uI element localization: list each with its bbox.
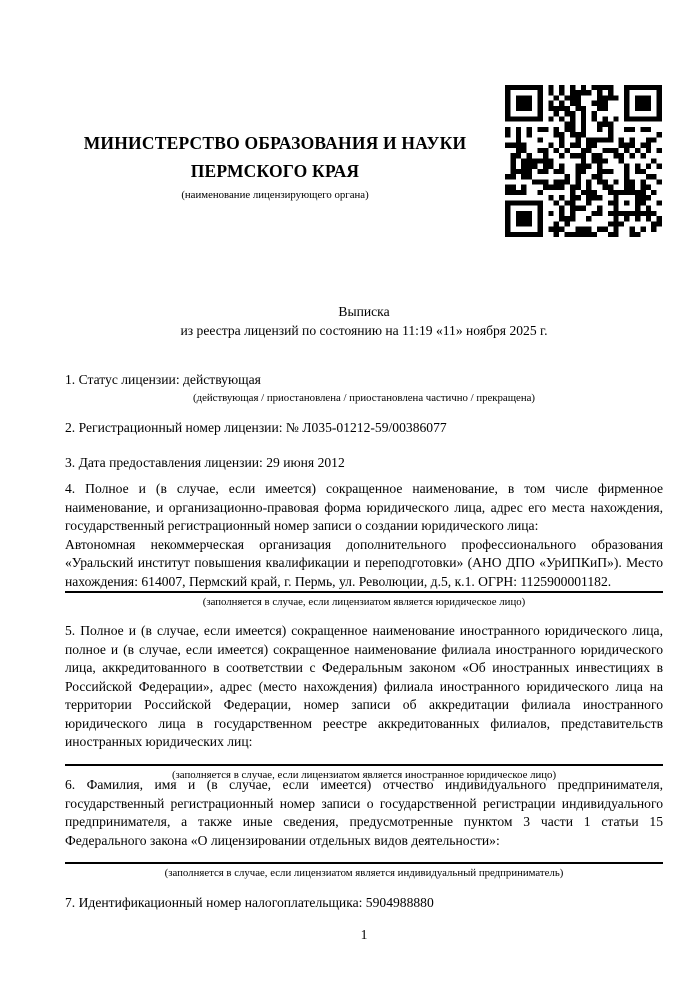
ministry-caption: (наименование лицензирующего органа) [181, 189, 369, 201]
individual-entrepreneur-fill-line [65, 862, 663, 864]
document-title-line2: из реестра лицензий по состоянию на 11:19 «11» ноября 2025 г. [180, 323, 548, 338]
item-foreign-entity [65, 622, 663, 783]
ministry-name-line1: МИНИСТЕРСТВО ОБРАЗОВАНИЯ И НАУКИ [83, 133, 467, 153]
license-status-text: 1. Статус лицензии: действующая [65, 372, 261, 387]
individual-entrepreneur-caption: (заполняется в случае, если лицензиатом является индивидуальный предприниматель) [164, 867, 564, 879]
foreign-entity-caption: (заполняется в случае, если лицензиатом является иностранное юридическое лицо) [171, 768, 557, 781]
registration-number-text: 2. Регистрационный номер лицензии: № Л035-01212-59/00386077 [65, 420, 447, 435]
item-license-date [65, 454, 663, 473]
document-title [65, 302, 663, 340]
document-title-line1: Выписка [338, 304, 390, 319]
qr-code-icon [505, 85, 662, 237]
foreign-entity-label: 5. Полное и (в случае, если имеется) сокращенное наименование иностранного юридического лица, полное и (в случае, если имеется) сокращенное наименование филиала иностранного юридического лица, аккредитованного в соответствии с Федеральным законом «Об иностранных инвестициях в Российской Федерации», адрес (место нахождения) филиала иностранного юридического лица на территории Российской Федерации, номер записи об аккредитации филиала иностранного юридического лица в государственном реестре аккредитованных филиалов, представительств иностранных юридических лиц: [65, 623, 663, 749]
item-individual-entrepreneur [65, 776, 663, 881]
item-legal-entity [65, 480, 663, 610]
legal-entity-label: 4. Полное и (в случае, если имеется) сокращенное наименование, в том числе фирменное наименование, и организационно-правовая форма юридического лица, адрес его места нахождения, государственный регистрационный номер записи о создании юридического лица: [65, 481, 663, 533]
ministry-name-line2: ПЕРМСКОГО КРАЯ [190, 161, 360, 181]
license-date-text: 3. Дата предоставления лицензии: 29 июня 2012 [65, 455, 345, 470]
legal-entity-caption: (заполняется в случае, если лицензиатом является юридическое лицо) [202, 596, 526, 608]
item-registration-number [65, 419, 663, 438]
taxpayer-number-text: 7. Идентификационный номер налогоплательщика: 5904988880 [65, 895, 434, 910]
license-status-caption: (действующая / приостановлена / приостановлена частично / прекращена) [193, 391, 535, 404]
individual-entrepreneur-label: 6. Фамилия, имя и (в случае, если имеется) отчество индивидуального предпринимателя, государственный регистрационный номер записи о государственной регистрации индивидуального предпринимателя, а также иные сведения, предусмотренные пунктом 3 части 1 статьи 15 Федерального закона «О лицензировании отдельных видов деятельности»: [65, 777, 663, 848]
legal-entity-fill-line [65, 591, 663, 593]
foreign-entity-fill-line [65, 764, 663, 766]
legal-entity-value: Автономная некоммерческая организация дополнительного профессионального образования «Уральский институт повышения квалификации и переподготовки» (АНО ДПО «УрИПКиП»). Место нахождения: 614007, Пермский край, г. Пермь, ул. Революции, д.5, к.1. ОГРН: 1125900001182. [65, 536, 663, 589]
item-license-status [65, 371, 663, 406]
licensing-authority-header [65, 129, 485, 203]
item-taxpayer-number [65, 894, 663, 913]
page-number: 1 [360, 927, 368, 942]
